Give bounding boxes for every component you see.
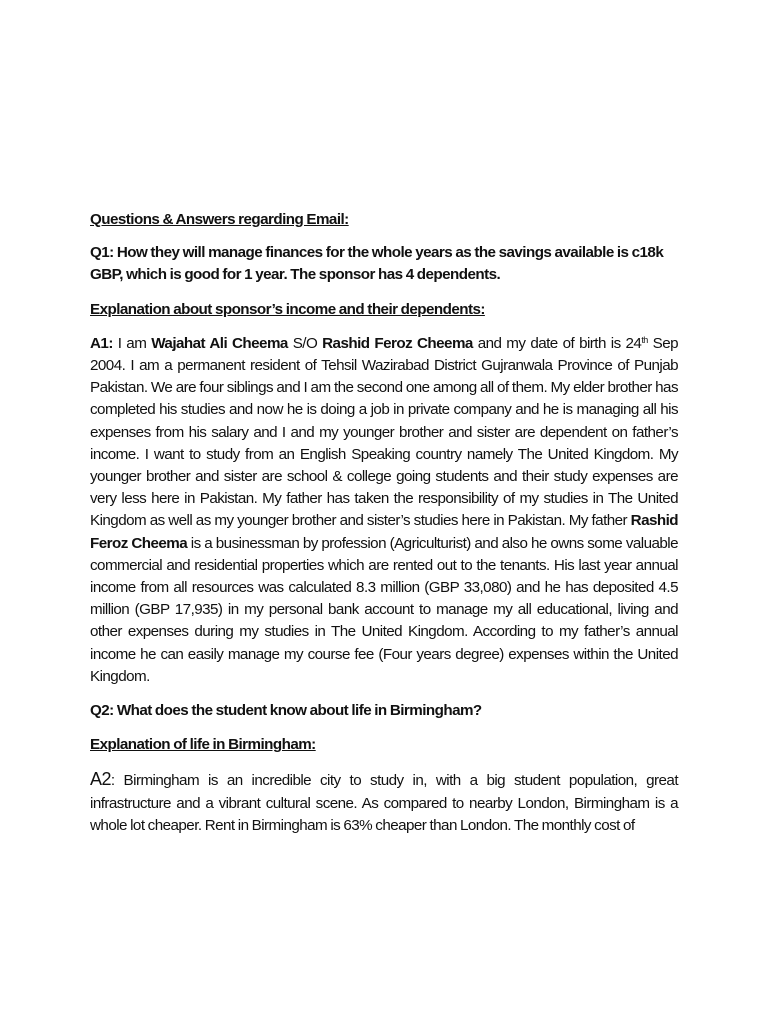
answer-1	[90, 333, 678, 688]
answer-1-text-5: is a businessman by profession (Agriculturist) and also he owns some valuable commercial and residential properties which are rented out to the tenants. His last year annual income from all resources was calculated 8.3 million (GBP 33,080) and he has deposited 4.5 million (GBP 17,935) in my personal bank account to manage my all educational, living and other expenses during my studies in The United Kingdom. According to my father’s annual income he can easily manage my course fee (Four years degree) expenses within the United Kingdom.	[90, 534, 678, 685]
question-2-text: : What does the student know about life in Birmingham?	[109, 702, 482, 720]
answer-1-text-1: I am	[112, 334, 152, 352]
question-1-text: : How they will manage finances for the whole years as the savings available is c18k GBP, which is good for 1 year. The sponsor has 4 dependents.	[90, 244, 664, 284]
main-heading: Questions & Answers regarding Email:	[90, 211, 349, 228]
student-name: Wajahat Ali Cheema	[151, 334, 288, 352]
answer-2-label: A2	[90, 769, 111, 790]
answer-1-text-4: Sep 2004. I am a permanent resident of Tehsil Wazirabad District Gujranwala Province of Punjab Pakistan. We are four siblings and I am the second one among all of them. My elder brother has completed his studies and now he is doing a job in private company and he is managing all his expenses from his salary and I and my younger brother and sister are dependent on father’s income. I want to study from an English Speaking country namely The United Kingdom. My younger brother and sister are school & college going students and their study expenses are very less here in Pakistan. My father has taken the responsibility of my studies in The United Kingdom as well as my younger brother and sister’s studies here in Pakistan. My father	[90, 334, 679, 530]
answer-1-text-3: and my date of birth is 24	[472, 334, 642, 352]
answer-1-label: A1:	[90, 334, 113, 352]
question-2	[90, 700, 678, 722]
ordinal-suffix: th	[641, 334, 648, 345]
document-page	[90, 209, 678, 837]
father-name-2: Rashid Feroz Cheema	[90, 512, 678, 552]
answer-2-text: : Birmingham is an incredible city to study in, with a big student population, great infrastructure and a vibrant cultural scene. As compared to nearby London, Birmingham is a whole lot cheaper. Rent in Birmingham is 63% cheaper than London. The monthly cost of	[90, 772, 678, 834]
question-1	[90, 242, 678, 286]
sponsor-heading: Explanation about sponsor’s income and their dependents:	[90, 300, 485, 318]
father-name: Rashid Feroz Cheema	[322, 334, 473, 352]
question-1-label: Q1	[90, 244, 110, 262]
answer-1-text-2: S/O	[287, 334, 323, 352]
question-2-label: Q2	[90, 702, 110, 720]
birmingham-heading: Explanation of life in Birmingham:	[90, 736, 316, 754]
answer-2	[90, 768, 678, 837]
